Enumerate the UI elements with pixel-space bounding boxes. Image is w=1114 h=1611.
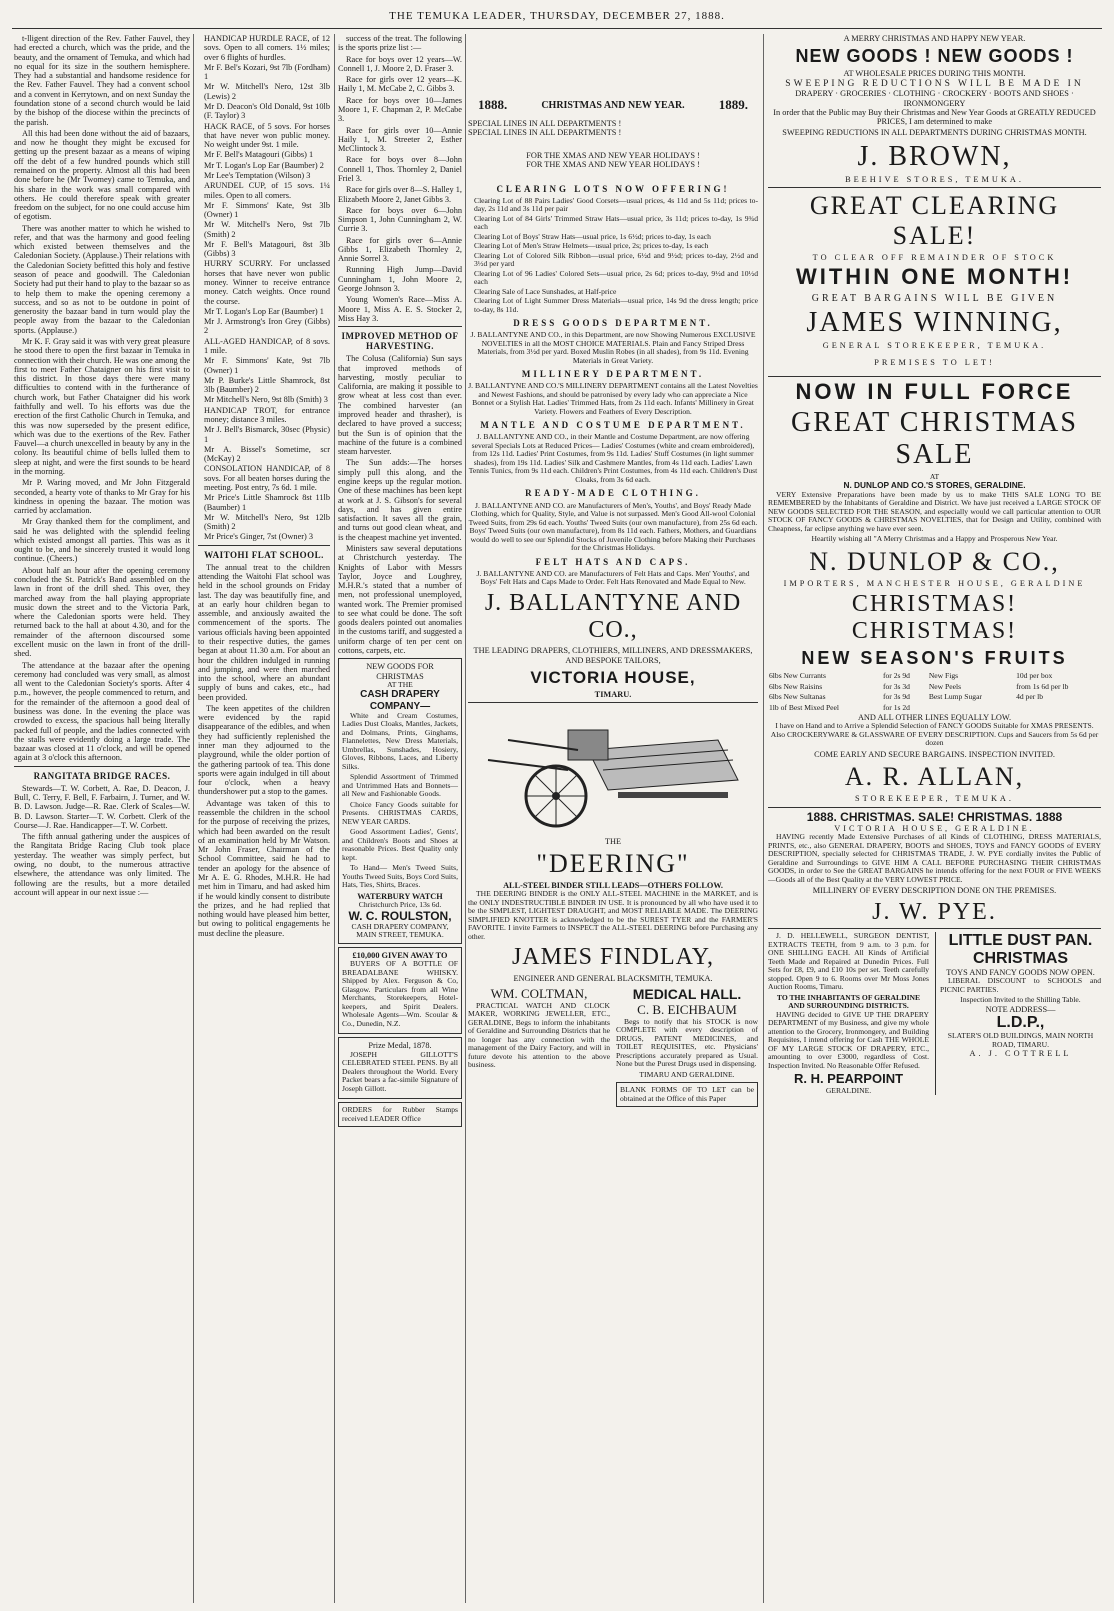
article-paragraph: Mr K. F. Gray said it was with very great pleasure he stood there to open the first bazaar in Temuka in connection with their church. He was one among the first to meet Father Chataigner on his first visit to this district. In those days there were many difficulties to contend with in the furtherance of church work, but Father Chataigner did his work faithfully and well. To his efforts was due the erection of the first Catholic Church in Temuka, and this was now superseded by the present edifice, which was due to the exertions of the Rev. Father Fauvel—a church unexcelled in beauty by any in the colony. Its beautiful chime of bells lulled them to sleep at night, and were the first sounds to be heard in the morning.	[14, 337, 190, 476]
house-town: TIMARU.	[594, 689, 632, 699]
table-cell: 6lbs New Currants	[769, 671, 826, 681]
article-paragraph: success of the treat. The following is the sports prize list :—	[338, 34, 462, 53]
table-cell: for 3s 3d	[882, 681, 910, 691]
sweeping-line-2: SWEEPING REDUCTIONS IN ALL DEPARTMENTS DURING CHRISTMAS MONTH.	[782, 128, 1087, 138]
allan-name: A. R. ALLAN,	[844, 762, 1025, 792]
article-paragraph: There was another matter to which he wished to refer, and that was the harmony and good feeling which existed between themselves and the Caledonian Society. (Applause.) Their relations with the Caledonian Society befitted this holy and festive season of peace and goodwill. The Caledonian Society had put their hand to play to the bazaar so as to help them to make the opening ceremony a success, and so as not to be outdone in point of generosity the bazaar band in turn would play the people away from the bazaar to the Caledonian sports. (Applause.)	[14, 223, 190, 335]
winning-name: JAMES WINNING,	[806, 306, 1063, 338]
article-heading: IMPROVED METHOD OF HARVESTING.	[341, 331, 459, 352]
allan-text: I have on Hand and to Arrive a Splendid Selection of FANCY GOODS Suitable for XMAS PRESENTS. Also CROCKERYWARE & GLASSWARE OF EVERY DESCRIPTION. Cups and Saucers from 5s 6d per dozen	[770, 721, 1099, 748]
clearing-item: Clearing Lot of 96 Ladies' Colored Sets—usual price, 2s 6d; prices to-day, 9½d and 10½d each	[474, 268, 758, 287]
blank-forms-notice: BLANK FORMS OF TO LET can be obtained at the Office of this Paper	[616, 1082, 758, 1107]
article-paragraph: Race for boys over 6—John Simpson 1, John Cunningham 2, W. Currie 3.	[338, 205, 462, 234]
pye-millinery: MILLINERY OF EVERY DESCRIPTION DONE ON THE PREMISES.	[812, 886, 1057, 896]
clearing-item: Clearing Lot of Boys' Straw Hats—usual price, 1s 6½d; prices to-day, 1s each	[474, 231, 711, 241]
race-line: HANDICAP TROT, for entrance money; distance 3 miles.	[204, 405, 330, 424]
table-row	[768, 703, 1101, 714]
race-line: Mr J. Bell's Bismarck, 30sec (Physic) 1	[204, 425, 330, 444]
firm-name: J. BALLANTYNE AND CO.,	[484, 589, 742, 643]
race-line: Mr F. Bel's Kozari, 9st 7lb (Fordham) 1	[204, 62, 330, 82]
ldp-address: SLATER'S OLD BUILDINGS, MAIN NORTH ROAD, TIMARU.	[947, 1031, 1094, 1049]
clearing-sale-subtitle: TO CLEAR OFF REMAINDER OF STOCK	[812, 252, 1057, 262]
article-paragraph: Mr Gray thanked them for the compliment, and said he was delighted with the splendid feeling which existed amongst all parties. This was as it ought to be, and he sincerely trusted it would long continue. (Cheers.)	[14, 517, 190, 564]
clearing-item: Clearing Sale of Lace Sunshades, at Half-price	[474, 286, 617, 296]
pye-header: 1888. CHRISTMAS. SALE! CHRISTMAS. 1888	[806, 809, 1063, 824]
ad-owner: W. C. ROULSTON,	[348, 908, 452, 923]
section-rule	[338, 326, 462, 327]
section-rule	[768, 807, 1101, 808]
dentist-and-drapery	[768, 932, 929, 1095]
come-early: COME EARLY AND SECURE BARGAINS. INSPECTION INVITED.	[814, 749, 1055, 759]
ad-text: JOSEPH GILLOTT'S CELEBRATED STEEL PENS. By all Dealers throughout the World. Every Packet bears a fac-simile Signature of Joseph Gillott.	[342, 1049, 458, 1093]
new-goods-title: NEW GOODS ! NEW GOODS !	[795, 46, 1074, 67]
pye-house: VICTORIA HOUSE, GERALDINE.	[834, 823, 1035, 833]
ad-watch: WATERBURY WATCH	[357, 891, 443, 901]
column-2	[198, 34, 330, 1603]
masthead-rule	[12, 28, 1102, 29]
ad-text: BUYERS OF A BOTTLE OF BREADALBANE WHISKY. Shipped by Alex. Ferguson & Co, Glasgow. Particulars from all Wine Merchants, Storekeepers, Hotel-keepers, and Spirit Dealers. Wholesale Agents—Wm. Scoular & Co., Dunedin, N.Z.	[342, 959, 458, 1028]
clearing-item: Clearing Lot of 84 Girls' Trimmed Straw Hats—usual price, 3s 11d; prices to-day, 1s 9¾d each	[474, 213, 758, 232]
section-heading: READY-MADE CLOTHING.	[525, 488, 701, 499]
section-rule	[14, 766, 190, 767]
article-paragraph: Running High Jump—David Cunningham 1, John Moore 2, George Johnson 3.	[338, 265, 462, 294]
race-line: HURRY SCURRY. For unclassed horses that have never won public money. Winner to receive entrance money. Catch weights. Once round the course.	[204, 259, 330, 306]
pearpoint-town: GERALDINE.	[825, 1085, 872, 1095]
premises-line: PREMISES TO LET!	[874, 358, 995, 368]
ad-text: Splendid Assortment of Trimmed and Untrimmed Hats and Bonnets—all New and Fashionable Goods.	[342, 772, 458, 799]
table-cell: 6lbs New Sultanas	[769, 692, 826, 702]
dunlop-subtitle: IMPORTERS, MANCHESTER HOUSE, GERALDINE	[783, 578, 1086, 588]
dunlop-text: VERY Extensive Preparations have been made by us to make THIS SALE LONG TO BE REMEMBERED by the Inhabitants of Geraldine and District. We have just received a LARGE STOCK OF NEW GOODS SELECTED FOR THE SEASON, and especially would we call particular attention to OUR STOCK OF FANCY GOODS & CHRISTMAS NOVELTIES, that for Design and Utility, combined with Cheapness, far eclipse anything we have ever seen.	[768, 489, 1101, 533]
race-line: Mr D. Deacon's Old Donald, 9st 10lb (F. Taylor) 3	[204, 101, 330, 121]
table-row	[768, 671, 1101, 682]
cottrell-text: HAVING decided to GIVE UP THE DRAPERY DEPARTMENT of my Business, and give my whole attention to the Grocery, Ironmongery, and Building Requisites, I intend offering for Cash THE WHOLE OF MY LARGE STOCK OF DRAPERY, ETC., amounting to over £3000, regardless of Cost. Inspection Invited. No Reasonable Offer Refused.	[768, 1009, 929, 1070]
eichbaum-name: C. B. EICHBAUM	[637, 1002, 737, 1018]
column-divider	[763, 34, 764, 1603]
section-text: J. BALLANTYNE AND CO., in their Mantle and Costume Department, are now offering several Specials Lots at Reduced Prices— Ladies' Costumes (white and cream embroidered), from 12s 11d. Ladies' Print Costumes, from 9s 11d. Ladies' Stuff Costumes (in light summer shades), from 19s 11d. Ladies' Silk and Cashmere Mantles, from 4s 11d each. Ladies' Lawn Tennis Tunics, from 9s 11d each. Children's Print Costumes, from 4s 11d each. Children's Dust Cloaks, from 3s 6d each.	[468, 432, 758, 484]
coltman-name: WM. COLTMAN,	[490, 986, 588, 1002]
ad-text: To Hand— Men's Tweed Suits, Youths Tweed Suits, Boys Cord Suits, Hats, Ties, Shirts, Braces.	[342, 863, 458, 890]
brown-subtitle: BEEHIVE STORES, TEMUKA.	[845, 175, 1024, 185]
special-line: SPECIAL LINES IN ALL DEPARTMENTS !	[468, 118, 622, 128]
article-paragraph: The attendance at the bazaar after the opening ceremony had concluded was very small, as almost all went to the Caledonian Society's sports. After 4 p.m., however, the people commenced to return, and for the remainder of the afternoon a good deal of business was done. In the evening the place was crowded to excess, the spacious hall being literally packed full of people, and the ladies connected with the stalls were evidently doing a large trade. The bazaar was closed at 11 o'clock, and will be opened again at 3 o'clock this afternoon.	[14, 660, 190, 763]
race-line: Mr W. Mitchell's Nero, 12st 3lb (Lewis) 2	[204, 82, 330, 101]
dunlop-wish: Heartily wishing all "A Merry Christmas and a Happy and Prosperous New Year.	[811, 534, 1058, 544]
race-line: Mr J. Armstrong's Iron Grey (Gibbs) 2	[204, 317, 330, 336]
section-heading: DRESS GOODS DEPARTMENT.	[513, 318, 713, 329]
table-cell: for 1s 2d	[882, 702, 910, 712]
article-paragraph: The keen appetites of the children were evidenced by the rapid disappearance of the edibles, and when they had sufficiently replenished the inner man they adjourned to the playground, while the older portion of the gathering partook of tea. This done sports were again indulged in till about four o'clock, when a heavy thundershower put a stop to the games.	[198, 703, 330, 797]
stamps-ad: ORDERS for Rubber Stamps received LEADER Office	[338, 1102, 462, 1127]
race-line: Mr Price's Ginger, 7st (Owner) 3	[204, 532, 313, 542]
cash-drapery-ad	[338, 658, 462, 944]
wholesale-line: AT WHOLESALE PRICES DURING THIS MONTH.	[843, 69, 1026, 79]
cottrell-intro: TO THE INHABITANTS OF GERALDINE AND SURROUNDING DISTRICTS.	[776, 992, 921, 1011]
article-paragraph: The Colusa (California) Sun says that improved methods of harvesting, mostly peculiar to California, are making it possible to grow wheat at less cost than ever. The combined harvester (an improved header and thrasher), is declared to have proved a success; but the Sun is of opinion that the machine of the future is a combined steam harvester.	[338, 354, 462, 457]
sweeping-line: SWEEPING REDUCTIONS WILL BE MADE IN	[785, 78, 1084, 89]
clearing-item: Clearing Lot of Men's Straw Helmets—usual price, 2s; prices to-day, 1s each	[474, 241, 709, 251]
christmas-title: CHRISTMAS! CHRISTMAS!	[851, 591, 1018, 645]
eichbaum-text: Begs to notify that his STOCK is now COMPLETE with every description of DRUGS, PATENT MEDICINES, and TOILET REQUISITES, etc. Physicians' Prescriptions accurately prepared as Usual. None but the Purest Drugs used in dispensing.	[616, 1016, 758, 1069]
race-line: Mr F. Bell's Matagouri (Gibbs) 1	[204, 150, 314, 160]
dust-pan-note: NOTE ADDRESS—	[985, 1004, 1056, 1014]
dust-pan-title: LITTLE DUST PAN.	[948, 932, 1093, 950]
article-paragraph: Race for girls over 8—S. Halley 1, Elizabeth Moore 2, Janet Gibbs 3.	[338, 185, 462, 204]
fruits-title: NEW SEASON'S FRUITS	[801, 647, 1068, 668]
article-paragraph: Race for girls over 12 years—K. Haily 1, M. McCabe 2, C. Gibbs 3.	[338, 75, 462, 94]
section-rule	[198, 545, 330, 546]
column-divider	[334, 34, 335, 1603]
allan-subtitle: STOREKEEPER, TEMUKA.	[854, 794, 1015, 804]
article-paragraph: The fifth annual gathering under the auspices of the Rangitata Bridge Racing Club took place yesterday. The weather was simply perfect, but owing, no doubt, to the numerous attractive elsewhere, the attendance was only limited. The following are the results, but a more detailed account will appear in our next issue :—	[14, 832, 190, 897]
article-heading: RANGITATA BRIDGE RACES.	[33, 770, 171, 781]
table-cell	[928, 703, 1015, 714]
year-left: 1888.	[478, 97, 508, 112]
dust-pan-invited: Inspection Invited to the Shilling Table.	[960, 995, 1081, 1005]
xmas-line: FOR THE XMAS AND NEW YEAR HOLIDAYS !	[526, 160, 700, 170]
findlay-subtitle: ENGINEER AND GENERAL BLACKSMITH, TEMUKA.	[513, 974, 713, 984]
table-cell: Best Lump Sugar	[928, 692, 982, 702]
article-paragraph: About half an hour after the opening ceremony concluded the St. Patrick's Band assembled on the lawn in front of the drill shed. This over, they marched away from the hall playing appropriate music down the street and to the Victoria Park, where the Caledonian sports were held. They returned back to the hall at about 4.30, and for the remainder of the afternoon discoursed some excellent music on the lawn in front of the drill-shed.	[14, 565, 190, 659]
table-cell: New Figs	[928, 671, 959, 681]
section-rule	[768, 376, 1101, 377]
binder-machine-illustration	[468, 710, 758, 830]
section-rule	[768, 187, 1101, 188]
bottom-ads	[768, 932, 1101, 1095]
ad-text: White and Cream Costumes, Ladies Dust Cloaks, Mantles, Jackets, and Dolmans, Prints, Ginghams, Flannelettes, New Dress Materials, Umbrellas, Sunshades, Hosiery, Gloves, Ribbons, Laces, and Liberty Silks.	[342, 710, 458, 771]
bottom-ads	[468, 987, 758, 1110]
section-text: J. BALLANTYNE AND CO. are Manufacturers of Men's, Youths', and Boys' Ready Made Clothing, which for Quality, Style, and Value is not surpassed. Men's Good All-wool Colonial Tweed Suits, from 29s 6d each. Youths' Tweed Suits (our own manufacture), from 25s 6d each. Boys' Tweed Suits (our own manufacture), from 8s 11d each. Fathers, Mothers, and Guardians would do well to see our Splendid Stocks of Juvenile Clothing before Making their Purchases for the Christmas Holidays.	[468, 500, 758, 553]
clearing-item: Clearing Lot of 88 Pairs Ladies' Good Corsets—usual prices, 4s 11d and 5s 11d; prices to-day, 2s 11d and 3s 11d per pair	[474, 195, 758, 214]
ad-text: Choice Fancy Goods suitable for Presents. CHRISTMAS CARDS, NEW YEAR CARDS.	[342, 799, 458, 826]
ad-at: AT THE	[387, 679, 413, 689]
ad-price: Christchurch Price, 13s 6d.	[358, 900, 442, 910]
race-line: CONSOLATION HANDICAP, of 8 sovs. For all beaten horses during the meeting. Post entry, 7s 6d. 1 mile.	[204, 464, 330, 492]
article-heading: WAITOHI FLAT SCHOOL.	[204, 549, 324, 560]
house-name: VICTORIA HOUSE,	[530, 667, 696, 687]
article-paragraph: Race for boys over 12 years—W. Connell 1, J. Moore 2, D. Fraser 3.	[338, 54, 462, 73]
deering-the: THE	[604, 836, 622, 846]
full-force-title: NOW IN FULL FORCE	[795, 378, 1074, 404]
masthead: THE TEMUKA LEADER, THURSDAY, DECEMBER 27, 1888.	[389, 10, 725, 22]
race-line: HANDICAP HURDLE RACE, of 12 sovs. Open to all comers. 1½ miles; over 6 flights of hurdles.	[204, 34, 330, 62]
table-cell: for 2s 9d	[882, 671, 910, 681]
medical-title: MEDICAL HALL.	[632, 986, 742, 1003]
brown-name: J. BROWN,	[857, 140, 1012, 172]
ad-text: Good Assortment Ladies', Gents', and Children's Boots and Shoes at reasonable Prices. Best Quality only kept.	[342, 827, 458, 862]
section-rule	[468, 702, 758, 703]
article-paragraph: All this had been done without the aid of bazaars, and now he thought they might be excused for getting up the present bazaar as a means of wiping off the debt of a few hundred pounds which still remained on the property. Almost all this had been done before he (Mr Twomey) came to Temuka, and his share in the work was small compared with others. He could therefore speak with greater freedom on the subject, for no one could accuse him of egotism.	[14, 128, 190, 222]
dunlop-at: AT	[929, 471, 940, 481]
coltman-ad	[468, 987, 610, 1110]
special-line: SPECIAL LINES IN ALL DEPARTMENTS !	[468, 127, 622, 137]
clearing-sale-title: GREAT CLEARING SALE!	[809, 191, 1060, 250]
medical-hall-ad	[616, 987, 758, 1110]
section-heading: FELT HATS AND CAPS.	[535, 556, 691, 567]
greeting: A MERRY CHRISTMAS AND HAPPY NEW YEAR.	[843, 34, 1026, 43]
race-results	[198, 34, 330, 542]
table-cell: from 1s 6d per lb	[1016, 681, 1069, 691]
fruit-price-table	[768, 671, 1101, 713]
clearing-item: Clearing Lot of Light Summer Dress Materials—usual price, 14s 9d the dress length; price to-day, 8s 11d.	[474, 296, 758, 314]
column-4	[468, 34, 758, 1603]
article-paragraph: Stewards—T. W. Corbett, A. Rae, D. Deacon, J. Bull, C. Terry, F. Bell, F. Farbairn, J. Turner, and W. B. D. Lawson. Judge—R. Rae. Clerk of Scales—W. B. D. Lawson. Starter—T. W. Corbett. Clerk of the Course—J. Rae. Handicapper—T. W. Corbett.	[14, 783, 190, 830]
article-paragraph: Advantage was taken of this to reassemble the children in the school for the purpose of receiving the prizes, which had been awarded on the result of an examination held by Mr Watson. Mr John Fraser, Chairman of the School Committee, said he had to tender an apology for the absence of Mr A. E. G. Rhodes, M.H.R. He had met him in Timaru, and had asked him if he would kindly consent to distribute the prizes, and he had replied that nothing would have pleased him better, but owing to political engagements he must decline the pleasure.	[198, 798, 330, 938]
column-3	[338, 34, 462, 1603]
article-paragraph: Race for boys over 8—John Connell 1, Thos. Thornley 2, Daniel Friel 3.	[338, 155, 462, 183]
dust-pan-discount: LIBERAL DISCOUNT to SCHOOLS and PICNIC PARTIES.	[940, 976, 1101, 994]
article-paragraph: Mr P. Waring moved, and Mr John Fitzgerald seconded, a hearty vote of thanks to Mr Gray for his kindness in opening the bazaar. The motion was carried by acclamation.	[14, 478, 190, 516]
column-1	[14, 34, 190, 1603]
clearing-list	[468, 197, 758, 315]
race-line: Mr W. Mitchell's Nero, 9st 12lb (Smith) 2	[204, 512, 330, 532]
race-line: Mr W. Mitchell's Nero, 9st 7lb (Smith) 2	[204, 220, 330, 239]
ad-title: £10,000 GIVEN AWAY TO	[352, 950, 448, 960]
table-cell: 1lb of Best Mixed Peel	[769, 702, 840, 712]
within-month: WITHIN ONE MONTH!	[795, 263, 1074, 289]
year-right: 1889.	[718, 97, 748, 112]
article-paragraph: The annual treat to the children attending the Waitohi Flat school was held in the school grounds on Friday last. The day was beautifully fine, and at an early hour children began to assemble, and anxiously awaited the commencement of the sports. The various officials having been appointed to their respective duties, the games began at about 11.30 a.m. For about an hour the children indulged in running and jumping, and were then marched into the school, where an abundant supply of buns and cakes, etc., had been provided.	[198, 562, 330, 702]
firm-subtitle: THE LEADING DRAPERS, CLOTHIERS, MILLINERS, AND DRESSMAKERS, AND BESPOKE TAILORS,	[473, 646, 753, 665]
christmas-sale-title: GREAT CHRISTMAS SALE	[791, 407, 1078, 470]
ad-title: Prize Medal, 1878.	[368, 1041, 432, 1051]
eichbaum-town: TIMARU AND GERALDINE.	[639, 1069, 735, 1079]
column-divider	[193, 34, 194, 1603]
section-heading: MANTLE AND COSTUME DEPARTMENT.	[480, 420, 746, 431]
ldp-name: L.D.P.,	[996, 1014, 1045, 1032]
article-paragraph: Ministers saw several deputations at Christchurch yesterday. The Knights of Labor with Messrs Taylor, Joyce and Loughrey, M.H.R.'s stated that a number of men, not professional unemployed, wanted work. The Premier promised to see what could be done. The soft goods dealers pointed out anomalies in the customs tariff, and suggested a uniform charge of ten per cent on cottons, carpets, etc.	[338, 543, 462, 656]
column-5	[768, 34, 1101, 1603]
whisky-ad	[338, 947, 462, 1034]
bargains-line: GREAT BARGAINS WILL BE GIVEN	[811, 292, 1058, 304]
xmas-line: FOR THE XMAS AND NEW YEAR HOLIDAYS !	[526, 151, 700, 161]
race-line: Mr F. Simmons' Kate, 9st 7lb (Owner) 1	[204, 356, 330, 375]
race-line: ARUNDEL CUP, of 15 sovs. 1¼ miles. Open to all comers.	[204, 181, 330, 200]
race-line: Mr Mitchell's Nero, 9st 8lb (Smith) 3	[204, 395, 328, 405]
section-text: J. BALLANTYNE AND CO., in this Department, are now Showing Numerous EXCLUSIVE NOVELTIES in all the MOST CHOICE MATERIALS. Plain and Fancy Striped Dress Materials, from 3½d per yard. Boxed Muslin Robes (in all shades), from 9s 11d. Evening Materials in Great Variety.	[470, 330, 756, 365]
race-line: Mr A. Bissel's Sometime, scr (McKay) 2	[204, 444, 330, 464]
section-heading: MILLINERY DEPARTMENT.	[521, 369, 705, 380]
deering-subtitle: ALL-STEEL BINDER STILL LEADS—OTHERS FOLLOW.	[503, 880, 723, 890]
race-line: HACK RACE, of 5 sovs. For horses that have never won public money. No weight under 9st. 1 mile.	[204, 121, 330, 150]
article-paragraph: t-lligent direction of the Rev. Father Fauvel, they had erected a church, which was the pride, and the beauty, and the ornament of Temuka, and which had no equal for its size in the southern hemisphere. They had a substantial and handsome residence for the Rev. Father Fauvel. They had a convent school and a convent in Kerrytown, and on next Sunday the foundation stone of a second church would be laid by the bishop of the diocese within the precincts of the parish.	[14, 34, 190, 127]
findlay-name: JAMES FINDLAY,	[511, 944, 715, 971]
cottrell-name: A. J. COTTRELL	[969, 1049, 1072, 1059]
article-paragraph: Young Women's Race—Miss A. Moore 1, Miss A. E. S. Stocker 2, Miss Hay 3.	[338, 295, 462, 323]
dunlop-stores: N. DUNLOP AND CO.'S STORES, GERALDINE.	[843, 480, 1026, 491]
coltman-text: PRACTICAL WATCH AND CLOCK MAKER, WORKING JEWELLER, ETC., GERALDINE, Begs to inform the inhabitants of Geraldine and Surrounding Districts that he no longer has any connection with the management of the Dairy Factory, and will in future devote his attention to the above business.	[468, 1000, 610, 1070]
dunlop-name: N. DUNLOP & CO.,	[809, 546, 1060, 576]
departments-line: DRAPERY · GROCERIES · CLOTHING · CROCKERY · BOOTS AND SHOES · IRONMONGERY	[795, 89, 1074, 108]
race-line: Mr P. Burke's Little Shamrock, 8st 3lb (Baumber) 2	[204, 375, 330, 395]
race-line: ALL-AGED HANDICAP, of 8 sovs. 1 mile.	[204, 336, 330, 355]
ad-name: CASH DRAPERY COMPANY—	[360, 689, 440, 712]
article-paragraph: Race for girls over 10—Annie Haily 1, M. Streeter 2, Esther McClintock 3.	[338, 125, 462, 154]
column-divider	[465, 34, 466, 1603]
article-paragraph: Race for girls over 6—Annie Gibbs 1, Elizabeth Thornley 2, Annie Sorrel 3.	[338, 235, 462, 264]
dust-pan-christmas: CHRISTMAS	[972, 950, 1069, 968]
race-line: Mr T. Logan's Lop Ear (Baumber) 1	[204, 306, 324, 316]
pye-name: J. W. PYE.	[872, 898, 997, 925]
table-cell	[1015, 703, 1101, 714]
deering-title: "DEERING"	[536, 848, 690, 878]
dentist-text: J. D. HELLEWELL, SURGEON DENTIST, EXTRACTS TEETH, from 9 a.m. to 3 p.m. for ONE SHILLING EACH. All Kinds of Artificial Teeth Made and Repaired at Dunedin Prices. Full Sets for £8, £9, and £10 10s per set. Teeth carefully stopped. Open 9 to 6. Rooms over Mr Moss Jones Auction Rooms, Timaru.	[768, 931, 929, 992]
table-cell: 10d per box	[1016, 671, 1053, 681]
year-title: CHRISTMAS AND NEW YEAR.	[541, 99, 685, 111]
table-cell: 6lbs New Raisins	[769, 681, 823, 691]
section-heading: CLEARING LOTS NOW OFFERING!	[496, 183, 730, 194]
table-cell: for 3s 9d	[882, 692, 910, 702]
dust-pan-toys: TOYS AND FANCY GOODS NOW OPEN.	[946, 968, 1095, 978]
ad-lead: NEW GOODS FOR CHRISTMAS	[366, 662, 434, 681]
table-cell: New Peels	[928, 681, 962, 691]
pens-ad	[338, 1037, 462, 1099]
dust-pan-ad	[935, 932, 1101, 1095]
race-line: Mr T. Logan's Lop Ear (Baumber) 2	[204, 160, 324, 170]
ad-address: CASH DRAPERY COMPANY, MAIN STREET, TEMUKA.	[351, 921, 449, 940]
deering-text: THE DEERING BINDER is the ONLY ALL-STEEL MACHINE in the MARKET, and is the ONLY INDESTRUCTIBLE BINDER IN USE. It is pronounced by all who have used it to be the SIMPLEST, LIGHTEST DRAUGHT, and MOST RELIABLE MADE. The DEERING SIMPLIFIED KNOTTER is acknowledged to be the SUREST TYER and the FARMER'S FAVORITE. I invite Farmers to INSPECT the ALL-STEEL DEERING before Purchasing any other.	[468, 889, 758, 941]
table-row	[768, 682, 1101, 693]
pye-text: HAVING recently Made Extensive Purchases of all Kinds of CLOTHING, DRESS MATERIALS, PRINTS, etc., also GENERAL DRAPERY, BOOTS and SHOES, TOYS and FANCY GOODS of EVERY DESCRIPTION, specially selected for CHRISTMAS TRADE, J. W. PYE cordially invites the Public of Geraldine and Surroundings to GIVE HIM A CALL BEFORE PURCHASING THEIR CHRISTMAS GOODS, in order to See the GREAT BARGAINS he intends offering for the next FOUR or FIVE WEEKS—Goods all of the Best Quality at the VERY LOWEST PRICE.	[768, 832, 1101, 884]
winning-subtitle: GENERAL STOREKEEPER, TEMUKA.	[822, 341, 1047, 351]
table-cell: 4d per lb	[1016, 692, 1044, 702]
order-text: In order that the Public may Buy their Christmas and New Year Goods at GREATLY REDUCED PRICES, I am determined to make	[773, 107, 1096, 127]
section-text: J. BALLANTYNE AND CO.'S MILLINERY DEPARTMENT contains all the Latest Novelties and Newest Fashions, and should be patronised by every lady who can appreciate a Nice Bonnet or a Stylish Hat. Ladies' Trimmed Hats, from 2s 11d each. Infants' Millinery in Great Variety. Flowers and Feathers of Every Description.	[468, 381, 758, 416]
article-paragraph: Race for boys over 10—James Moore 1, F. Chapman 2, P. McCabe 3.	[338, 95, 462, 124]
pearpoint-name: R. H. PEARPOINT	[793, 1071, 904, 1087]
race-line: Mr F. Bell's Matagouri, 8st 3lb (Gibbs) 3	[204, 239, 330, 259]
equally-low: AND ALL OTHER LINES EQUALLY LOW.	[857, 713, 1012, 723]
year-banner	[478, 98, 748, 113]
table-row	[768, 692, 1101, 703]
race-line: Mr F. Simmons' Kate, 9st 3lb (Owner) 1	[204, 200, 330, 220]
race-line: Mr Lee's Temptation (Wilson) 3	[204, 170, 311, 180]
section-text: J. BALLANTYNE AND CO. are Manufacturers of Felt Hats and Caps. Men' Youths', and Boys' Felt Hats and Caps Made to Order. Felt Hats Renovated and Made Equal to New.	[476, 568, 750, 587]
section-rule	[768, 928, 1101, 929]
race-line: Mr Price's Little Shamrock 8st 11lb (Baumber) 1	[204, 493, 330, 512]
article-paragraph: The Sun adds:—The horses simply pull this along, and the engine keeps up the regular motion. One of these machines has been kept at work at J. S. Gibson's for several days, and has given entire satisfaction. It saves all the grain, and turns out good clean wheat, and is the cheapest machine yet invented.	[338, 458, 462, 542]
clearing-item: Clearing Lot of Colored Silk Ribbon—usual price, 6½d and 9½d; prices to-day, 2½d and 3½d per yard	[474, 250, 758, 269]
